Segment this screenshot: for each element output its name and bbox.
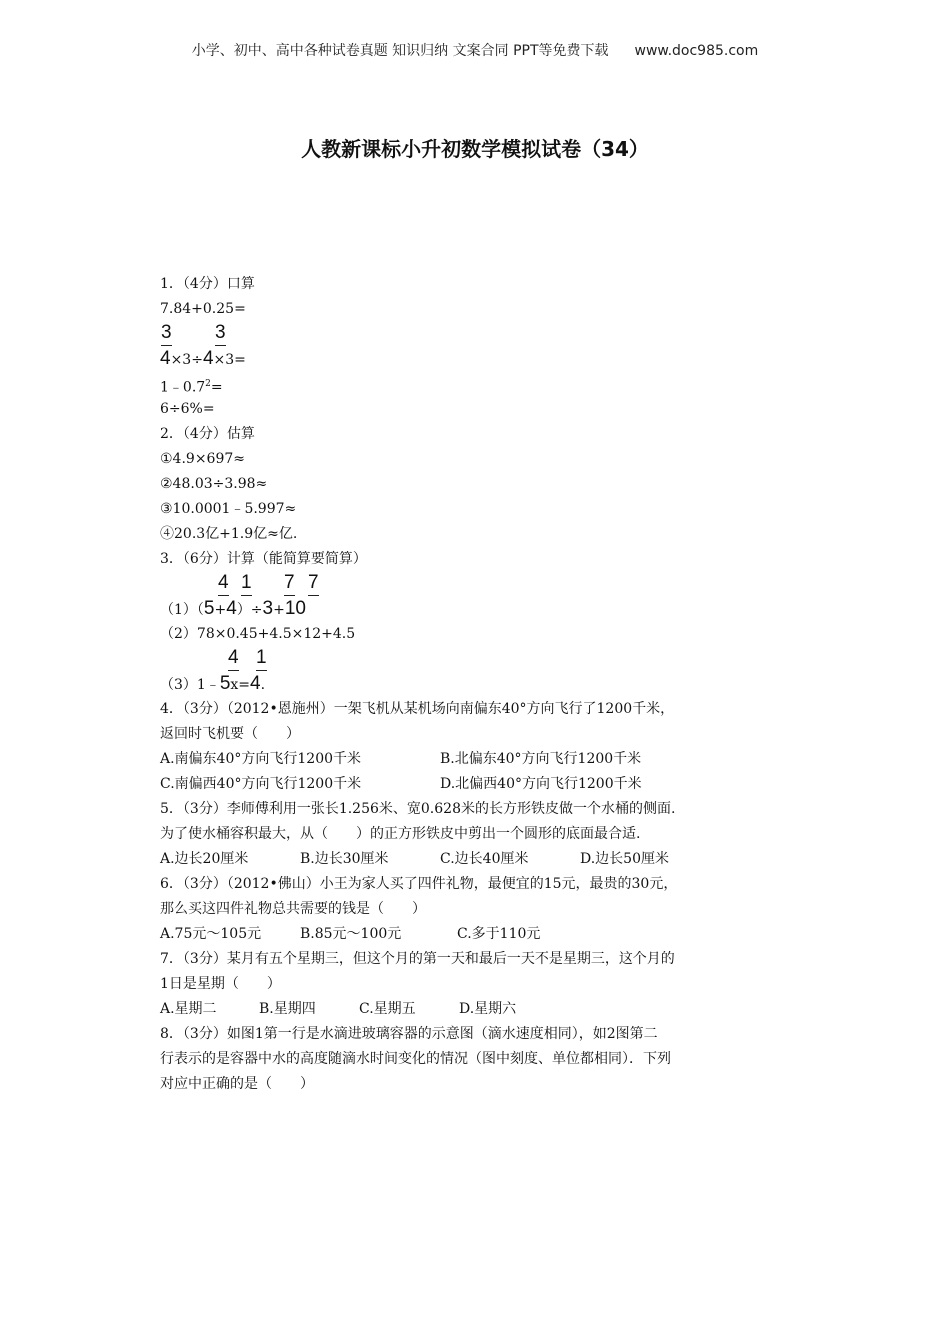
q3-p1-den1: 5 [203,598,215,619]
q1-expression [160,346,246,373]
q4-option-a[interactable]: A.南偏东40°方向飞行1200千米 [160,751,362,767]
q3-p1-num3: 7 [284,572,295,593]
q3-p3-den2: 4 [250,673,261,694]
q4-option-b[interactable]: B.北偏东40°方向飞行1200千米 [440,751,642,767]
q4-option-c[interactable]: C.南偏西40°方向飞行1200千米 [160,776,362,792]
q6-option-c[interactable]: C.多于110元 [457,926,541,942]
q1-denominator-1: 4 [160,348,171,369]
q5-option-c[interactable]: C.边长40厘米 [440,851,529,867]
page-header [0,40,950,60]
header-text: 小学、初中、高中各种试卷真题 知识归纳 文案合同 PPT等免费下载 [191,43,609,59]
q1-line1: 7.84+0.25= [160,301,246,317]
q3-p3-num1: 4 [228,647,239,668]
q3-part2: （2）78×0.45+4.5×12+4.5 [160,626,356,642]
q1-line3-eq: = [210,379,223,396]
header-site[interactable]: www.doc985.com [634,43,759,59]
q3-part1 [160,572,810,622]
q3-p1-open: （1）（ [160,602,204,618]
q6-option-a[interactable]: A.75元～105元 [160,926,262,942]
q3-p1-expression [160,596,306,623]
q6-option-b[interactable]: B.85元～100元 [300,926,402,942]
q2-line2: ②48.03÷3.98≈ [160,476,268,492]
q2-head: 2．（4分）估算 [160,426,255,442]
q4-line2: 返回时飞机要（ ） [160,726,300,742]
q2-line4: ④20.3亿+1.9亿≈亿. [160,526,298,542]
q4-line1: 4．（3分）（2012•恩施州）一架飞机从某机场向南偏东40°方向飞行了1200千米， [160,701,675,717]
page-title: 人教新课标小升初数学模拟试卷（34） [301,137,649,161]
q2-line3: ③10.0001﹣5.997≈ [160,501,297,517]
q4-options-row2 [160,772,810,797]
q1-numerator-1: 3 [161,322,172,343]
q4-options-row1 [160,747,810,772]
q6-line1: 6．（3分）（2012•佛山）小王为家人买了四件礼物，最便宜的15元，最贵的30元， [160,876,678,892]
q4-option-d[interactable]: D.北偏西40°方向飞行1200千米 [440,776,642,792]
q1-line4: 6÷6%= [160,401,215,417]
q3-p1-num2: 1 [241,572,252,593]
q1-op-2: ×3= [213,352,246,368]
q6-options [160,922,810,947]
q3-p3-expression [160,671,265,698]
q1-fraction-line [160,322,810,372]
q3-p3-x: x= [230,677,251,693]
q3-p1-num1: 4 [218,572,229,593]
q5-options [160,847,810,872]
q1-denominator-2: 4 [202,348,214,369]
q8-line3: 对应中正确的是（ ） [160,1076,314,1092]
q3-p3-num2: 1 [256,647,267,668]
q3-p1-den2: 4 [226,598,237,619]
q3-part3 [160,647,810,697]
q3-p1-plus2: + [273,602,285,618]
q6-line2: 那么买这四件礼物总共需要的钱是（ ） [160,901,426,917]
q3-p3-den1: 5 [219,673,231,694]
q1-line3-sup: 2 [205,379,211,389]
q3-p1-num4: 7 [308,572,319,593]
q7-option-a[interactable]: A.星期二 [160,1001,217,1017]
q7-option-d[interactable]: D.星期六 [459,1001,517,1017]
q2-line1: ①4.9×697≈ [160,451,245,467]
q3-p1-den3: 3 [262,598,274,619]
q3-head: 3．（6分）计算（能简算要简算） [160,551,367,567]
q3-p1-plus1: + [214,602,227,618]
q7-line2: 1日是星期（ ） [160,976,281,992]
q5-option-b[interactable]: B.边长30厘米 [300,851,389,867]
q1-head: 1．（4分）口算 [160,276,255,292]
q7-option-c[interactable]: C.星期五 [359,1001,416,1017]
q8-line1: 8．（3分）如图1第一行是水滴进玻璃容器的示意图（滴水速度相同），如2图第二 [160,1026,658,1042]
q8-line2: 行表示的是容器中水的高度随滴水时间变化的情况（图中刻度、单位都相同）．下列 [160,1051,671,1067]
q1-line3 [160,372,810,397]
q3-p1-den4: 10 [284,598,306,619]
q5-option-a[interactable]: A.边长20厘米 [160,851,249,867]
q1-line3-text: 1﹣0.7 [160,379,206,396]
q3-p3-start: （3）1﹣ [160,677,220,693]
q7-options [160,997,810,1022]
q7-line1: 7．（3分）某月有五个星期三，但这个月的第一天和最后一天不是星期三，这个月的 [160,951,675,967]
q1-op-1: ×3÷ [170,352,203,368]
q5-line2: 为了使水桶容积最大，从（ ）的正方形铁皮中剪出一个圆形的底面最合适. [160,826,641,842]
q3-p1-close: ）÷ [236,602,263,618]
q5-line1: 5．（3分）李师傅利用一张长1.256米、宽0.628米的长方形铁皮做一个水桶的侧面. [160,801,676,817]
q7-option-b[interactable]: B.星期四 [259,1001,316,1017]
q5-option-d[interactable]: D.边长50厘米 [580,851,669,867]
q3-p3-end: . [260,677,266,693]
q1-numerator-2: 3 [215,322,226,343]
exam-body [160,272,810,1097]
